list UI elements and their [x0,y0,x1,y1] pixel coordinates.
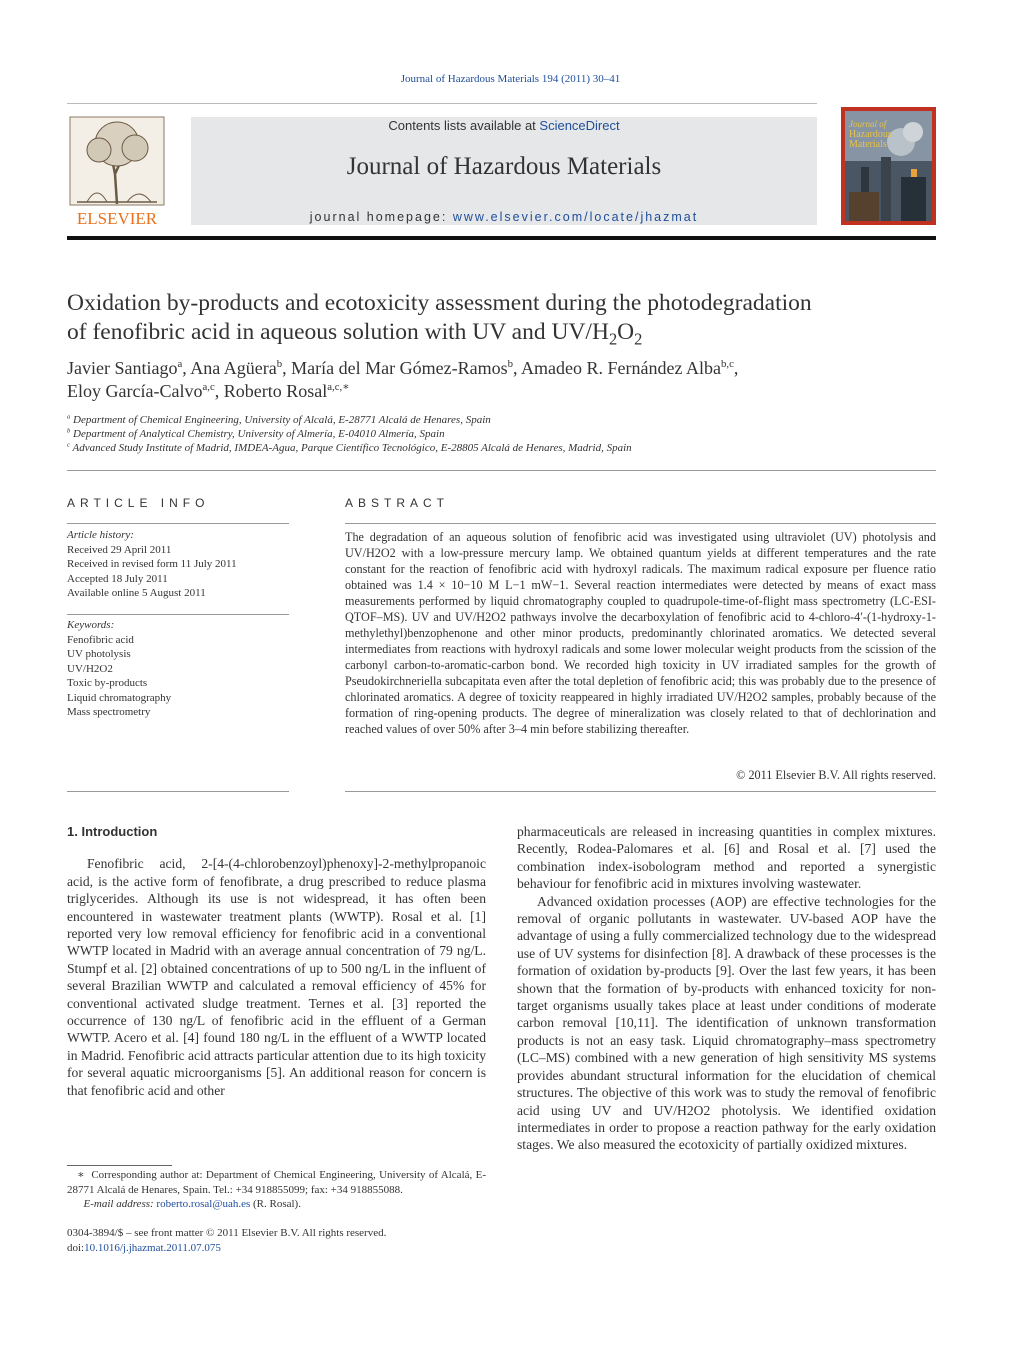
email-link[interactable]: roberto.rosal@uah.es [156,1198,251,1210]
copyright-notice: © 2011 Elsevier B.V. All rights reserved. [736,768,936,782]
divider [67,523,289,524]
doi-line: doi:10.1016/j.jhazmat.2011.07.075 [67,1241,221,1254]
homepage-line [191,210,817,224]
elsevier-tree-icon [67,114,167,229]
divider [67,791,289,792]
author-name[interactable]: Ana Agüera [190,358,277,378]
keyword-item: Mass spectrometry [67,706,151,718]
divider [345,791,936,792]
keywords [67,618,289,720]
author-name[interactable]: Roberto Rosal [223,381,328,401]
author-affiliation-mark: b [276,358,283,370]
keyword-item: UV/H2O2 [67,662,113,675]
affiliation-item: $^b$ Department of Analytical Chemistry, University of Almería, E-04010 Almería, Spain [67,427,445,440]
author-name[interactable]: Eloy García-Calvo [67,381,203,401]
journal-title: Journal of Hazardous Materials [346,153,662,180]
title-line-2: of fenofibric acid in aqueous solution with UV and UV/H [67,319,609,345]
journal-cover-thumbnail[interactable] [841,107,936,225]
divider [345,523,936,524]
homepage-link[interactable]: www.elsevier.com/locate/jhazmat [452,210,699,224]
title-line-1: Oxidation by-products and ecotoxicity assessment during the photodegradation [67,290,812,316]
homepage-prefix: journal homepage: [309,210,453,224]
contents-prefix: Contents lists available at [388,118,540,133]
keyword-item: Liquid chromatography [67,691,172,704]
history-label: Article history: [67,529,134,541]
section-heading-introduction: 1. Introduction [67,824,158,839]
body-paragraph: Fenofibric acid, 2-[4-(4-chlorobenzoyl)phenoxy]-2-methylpropanoic acid, is the active form of fenofibrate, a drug prescribed to reduce plasma triglycerides. Although its use is not widespread, it has often been encountered in wastewater treatment plants (WWTP). Rosal et al. [1] reported very low removal efficiency for fenofibric acid in a conventional WWTP located in Madrid with an average annual concentration of 79 ng/L. Stumpf et al. [2] obtained concentrations of up to 500 ng/L in the influent of several Brazilian WWTP and calculated a removal efficiency of 45% for conventional activated sludge treatment. Ternes et al. [3] reported the occurrence of 130 ng/L of fenofibric acid in the effluent of a German WWTP. Acero et al. [4] found 180 ng/L in the effluent of a WWTP located in Madrid. Fenofibric acid attracts particular attention due to its high toxicity for several aquatic microorganisms [5]. An additional reason for concern is that fenofibric acid and other [67,856,486,1098]
corresponding-author-footnote [67,1168,486,1212]
history-item: Accepted 18 July 2011 [67,572,168,585]
history-item: Available online 5 August 2011 [67,587,206,599]
history-item: Received in revised form 11 July 2011 [67,558,237,570]
contents-line [191,118,817,133]
body-paragraph: Advanced oxidation processes (AOP) are effective technologies for the removal of organic pollutants in wastewater. UV-based AOP have the advantage of using a fully commercialized technology due to the widespread use of UV systems for disinfection [8]. A drawback of these processes is the formation of oxidation by-products [9]. Over the last few years, it has been shown that the formation of by-products with enhanced toxicity for non-target organisms usually takes place at least under conditions of moderate carbon removal [10,11]. The identification of unknown transformation products is not an easy task. Liquid chromatography–mass spectrometry (LC–MS) combined with a new generation of high sensitivity MS systems provides abundant structural information for the elucidation of chemical structures. The objective of this work was to study the removal of fenofibric acid using UV and UV/H2O2 photolysis. We identified oxidation intermediates in order to propose a reaction pathway for the early oxidation stages. We also measured the ecotoxicity of partially oxidized mixtures. [517,893,936,1153]
article-title: Oxidation by-products and ecotoxicity assessment during the photodegradation of fenofibric acid in aqueous solution with UV and $UV/H_2O_2$ [67,290,812,349]
author-name[interactable]: Amadeo R. Fernández Alba [521,358,721,378]
author-list: Javier Santiago$^a$, Ana Agüera$^b$, María del Mar Gómez-Ramos$^b$, Amadeo R. Fernández Alba$^{b,c}$, Eloy García-Calvo$^{a,c}$, Roberto Rosal$^{a,c,∗}$ [67,358,739,401]
body-column-right [517,823,936,1154]
history-item: Received 29 April 2011 [67,543,172,556]
header-bottom-rule [67,236,936,240]
author-affiliation-mark: b [507,358,514,370]
author-affiliation-mark: a,c,∗ [327,381,350,393]
affiliation-item: $^a$ Department of Chemical Engineering, University of Alcalá, E-28771 Alcalá de Henares, Spain [67,413,491,426]
affiliation-item: $^c$ Advanced Study Institute of Madrid, IMDEA-Agua, Parque Científico Tecnológico, E-28805 Alcalá de Henares, Madrid, Spain [67,441,632,454]
svg-text:Hazardous: Hazardous [849,129,892,140]
sciencedirect-link[interactable]: ScienceDirect [539,118,620,133]
keyword-item: Toxic by-products [67,677,148,689]
journal-cover-image [841,107,936,225]
affiliations [67,413,947,455]
issn-line: 0304-3894/$ – see front matter © 2011 Elsevier B.V. All rights reserved. [67,1227,387,1239]
author-name[interactable]: María del Mar Gómez-Ramos [291,358,508,378]
header-top-rule [67,103,817,104]
affiliation-rule [67,470,936,471]
svg-text:Materials: Materials [849,139,887,150]
keywords-label: Keywords: [67,619,115,631]
footnote-email: E-mail address: roberto.rosal@uah.es (R. Rosal). [83,1198,301,1210]
keyword-item: Fenofibric acid [67,633,134,646]
svg-text:Journal of: Journal of [849,119,887,129]
footnote-text: ∗ Corresponding author at: Department of Chemical Engineering, University of Alcalá, E-28771 Alcalá de Henares, Spain. Tel.: +34 918855099; fax: +34 918855088. [67,1169,487,1196]
journal-reference-link[interactable]: Journal of Hazardous Materials 194 (2011) 30–41 [400,73,621,85]
doi-link[interactable]: 10.1016/j.jhazmat.2011.07.075 [84,1241,221,1254]
author-name[interactable]: Javier Santiago [67,358,178,378]
article-info-heading: ARTICLE INFO [67,496,210,510]
body-column-left [67,823,486,1099]
footnote-rule [67,1165,172,1166]
body-paragraph: pharmaceuticals are released in increasing quantities in complex mixtures. Recently, Rodea-Palomares et al. [6] and Rosal et al. [7] used the combination index-isobologram method and reported a synergistic behaviour for fenofibric acid in mixtures involving wastewater. [517,824,936,892]
front-matter [67,1226,486,1255]
keyword-item: UV photolysis [67,648,131,660]
article-history [67,528,289,601]
abstract-heading: ABSTRACT [345,496,450,510]
svg-text:ELSEVIER: ELSEVIER [76,209,158,228]
author-affiliation-mark: b,c [720,358,734,370]
abstract-text: The degradation of an aqueous solution of fenofibric acid was investigated using ultraviolet (UV) photolysis and UV/H2O2 with a low-pressure mercury lamp. We obtained quantum yields at different temperatures and the rate constant for the reaction of fenofibric acid with hydroxyl radicals. The maximum radical exposure per fluence ratio obtained was 1.4 × 10−10 M L−1 mW−1. Several reaction intermediates were detected by means of exact mass measurements performed by liquid chromatography coupled to quadrupole-time-of-flight mass spectrometry (LC-ESI-QTOF–MS). UV and UV/H2O2 pathways involve the decarboxylation of fenofibric acid to 4-chloro-4′-(1-hydroxy-1-methylethyl)benzophenone and other minor products, predominantly chlorinated aromatics. We detected several intermediates from reactions with hydroxyl radicals and some lower molecular weight products from the scission of the carbonyl carbon-to-aromatic-carbon bond. We recorded high toxicity in UV irradiated samples for the growth of Pseudokirchneriella subcapitata even after the total depletion of fenofibric acid; this was probably due to the presence of chlorinated aromatics. A degree of toxicity reappeared in highly irradiated UV/H2O2 samples, probably because of the formation of ring-opening products. The degree of mineralization was closely related to that of dechlorination and reached values of over 50% after 3–4 min before stabilizing thereafter. [345,530,936,736]
divider [67,614,289,615]
elsevier-logo[interactable] [67,114,167,229]
author-affiliation-mark: a [177,358,183,370]
author-affiliation-mark: a,c [202,381,215,393]
